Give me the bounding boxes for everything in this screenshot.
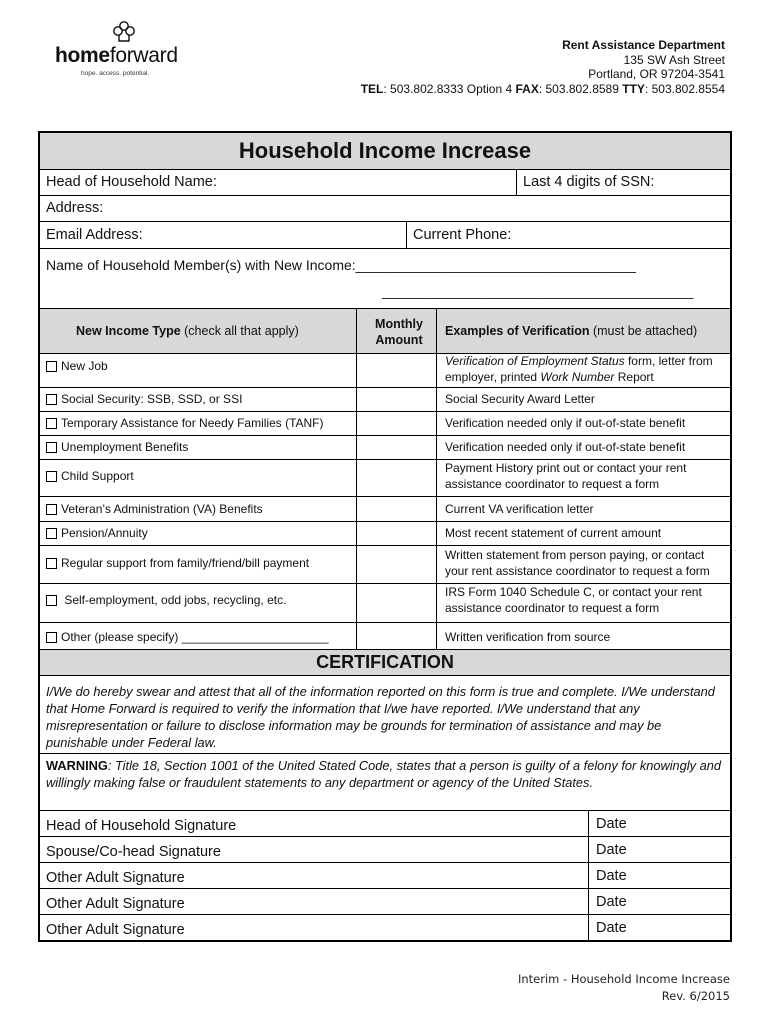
checkbox[interactable] bbox=[46, 528, 57, 539]
current-phone-field[interactable]: Current Phone: bbox=[413, 227, 512, 243]
family-support-option[interactable]: Regular support from family/friend/bill payment bbox=[46, 556, 309, 570]
new-job-option[interactable]: New Job bbox=[46, 359, 108, 373]
city-state-zip: Portland, OR 97204-3541 bbox=[588, 67, 725, 81]
va-benefits-option[interactable]: Veteran’s Administration (VA) Benefits bbox=[46, 502, 263, 516]
checkbox[interactable] bbox=[46, 361, 57, 372]
phone-line: TEL: 503.802.8333 Option 4 FAX: 503.802.8589 TTY: 503.802.8554 bbox=[360, 81, 725, 96]
child-support-option[interactable]: Child Support bbox=[46, 469, 134, 483]
pension-annuity-verification: Most recent statement of current amount bbox=[445, 526, 662, 540]
other-adult-signature-3[interactable]: Other Adult Signature bbox=[46, 922, 185, 938]
checkbox[interactable] bbox=[46, 418, 57, 429]
department-name: Rent Assistance Department bbox=[562, 38, 725, 52]
logo-wordmark: homeforward bbox=[55, 44, 178, 67]
home-forward-logo bbox=[55, 20, 195, 80]
ssn-last4-field[interactable]: Last 4 digits of SSN: bbox=[523, 174, 655, 190]
other-adult-signature-2[interactable]: Other Adult Signature bbox=[46, 896, 185, 912]
household-members-line-2[interactable]: ________________________________________ bbox=[382, 283, 694, 299]
self-employment-option[interactable]: Self-employment, odd jobs, recycling, etc. bbox=[46, 593, 286, 607]
spouse-cohead-signature[interactable]: Spouse/Co-head Signature bbox=[46, 844, 221, 860]
page-footer bbox=[518, 971, 730, 1005]
head-of-household-date[interactable]: Date bbox=[596, 816, 627, 832]
new-job-verification: Verification of Employment Status form, letter from employer, printed Work Number Report bbox=[445, 354, 713, 384]
certification-statement: I/We do hereby swear and attest that all of the information reported on this form is true and complete. I/We understand that Home Forward is required to verify the information that I/we have reported. I/We understand that any misrepresentation or failure to disclose information may be grounds for termination of assistance and may be punishable under Federal law. bbox=[46, 684, 715, 750]
checkbox[interactable] bbox=[46, 558, 57, 569]
household-members-new-income-field[interactable]: Name of Household Member(s) with New Income:____________________________________ bbox=[46, 257, 636, 273]
other-income-option[interactable]: Other (please specify) ______________________ bbox=[46, 630, 329, 644]
va-benefits-verification: Current VA verification letter bbox=[445, 502, 594, 516]
checkbox[interactable] bbox=[46, 442, 57, 453]
certification-title: CERTIFICATION bbox=[40, 650, 730, 675]
checkbox[interactable] bbox=[46, 504, 57, 515]
self-employment-verification: IRS Form 1040 Schedule C, or contact your rent assistance coordinator to request a form bbox=[445, 585, 702, 615]
checkbox[interactable] bbox=[46, 471, 57, 482]
unemployment-verification: Verification needed only if out-of-state benefit bbox=[445, 440, 686, 454]
income-increase-form bbox=[38, 131, 732, 942]
address-field[interactable]: Address: bbox=[46, 200, 104, 216]
checkbox[interactable] bbox=[46, 632, 57, 643]
spouse-cohead-date[interactable]: Date bbox=[596, 842, 627, 858]
other-adult-date-3[interactable]: Date bbox=[596, 920, 627, 936]
checkbox[interactable] bbox=[46, 595, 57, 606]
family-support-verification: Written statement from person paying, or contact your rent assistance coordinator to request a form bbox=[445, 548, 710, 578]
social-security-option[interactable]: Social Security: SSB, SSD, or SSI bbox=[46, 392, 242, 406]
other-adult-signature-1[interactable]: Other Adult Signature bbox=[46, 870, 185, 886]
head-of-household-signature[interactable]: Head of Household Signature bbox=[46, 818, 237, 834]
contact-block bbox=[361, 38, 725, 96]
unemployment-option[interactable]: Unemployment Benefits bbox=[46, 440, 188, 454]
other-income-verification: Written verification from source bbox=[445, 630, 611, 644]
footer-revision: Rev. 6/2015 bbox=[661, 989, 730, 1003]
email-address-field[interactable]: Email Address: bbox=[46, 227, 143, 243]
other-adult-date-1[interactable]: Date bbox=[596, 868, 627, 884]
child-support-verification: Payment History print out or contact your rent assistance coordinator to request a form bbox=[445, 461, 687, 491]
pension-annuity-option[interactable]: Pension/Annuity bbox=[46, 526, 148, 540]
other-adult-date-2[interactable]: Date bbox=[596, 894, 627, 910]
warning-statement: WARNING: Title 18, Section 1001 of the United Stated Code, states that a person is guilty of a felony for knowingly and willingly making false or fraudulent statements to any department or agency of the United States. bbox=[46, 758, 721, 790]
examples-of-verification-header: Examples of Verification (must be attached) bbox=[445, 324, 698, 338]
tanf-option[interactable]: Temporary Assistance for Needy Families (TANF) bbox=[46, 416, 324, 430]
social-security-verification: Social Security Award Letter bbox=[445, 392, 595, 406]
logo-tagline: hope. access. potential. bbox=[81, 70, 150, 77]
head-of-household-name-field[interactable]: Head of Household Name: bbox=[46, 174, 217, 190]
house-flower-icon bbox=[110, 20, 138, 42]
new-income-type-header: New Income Type (check all that apply) bbox=[76, 324, 299, 338]
monthly-amount-header: Monthly Amount bbox=[375, 317, 423, 347]
street-address: 135 SW Ash Street bbox=[623, 52, 725, 67]
checkbox[interactable] bbox=[46, 394, 57, 405]
footer-form-name: Interim - Household Income Increase bbox=[517, 972, 730, 986]
tanf-verification: Verification needed only if out-of-state benefit bbox=[445, 416, 686, 430]
form-title: Household Income Increase bbox=[40, 133, 730, 169]
